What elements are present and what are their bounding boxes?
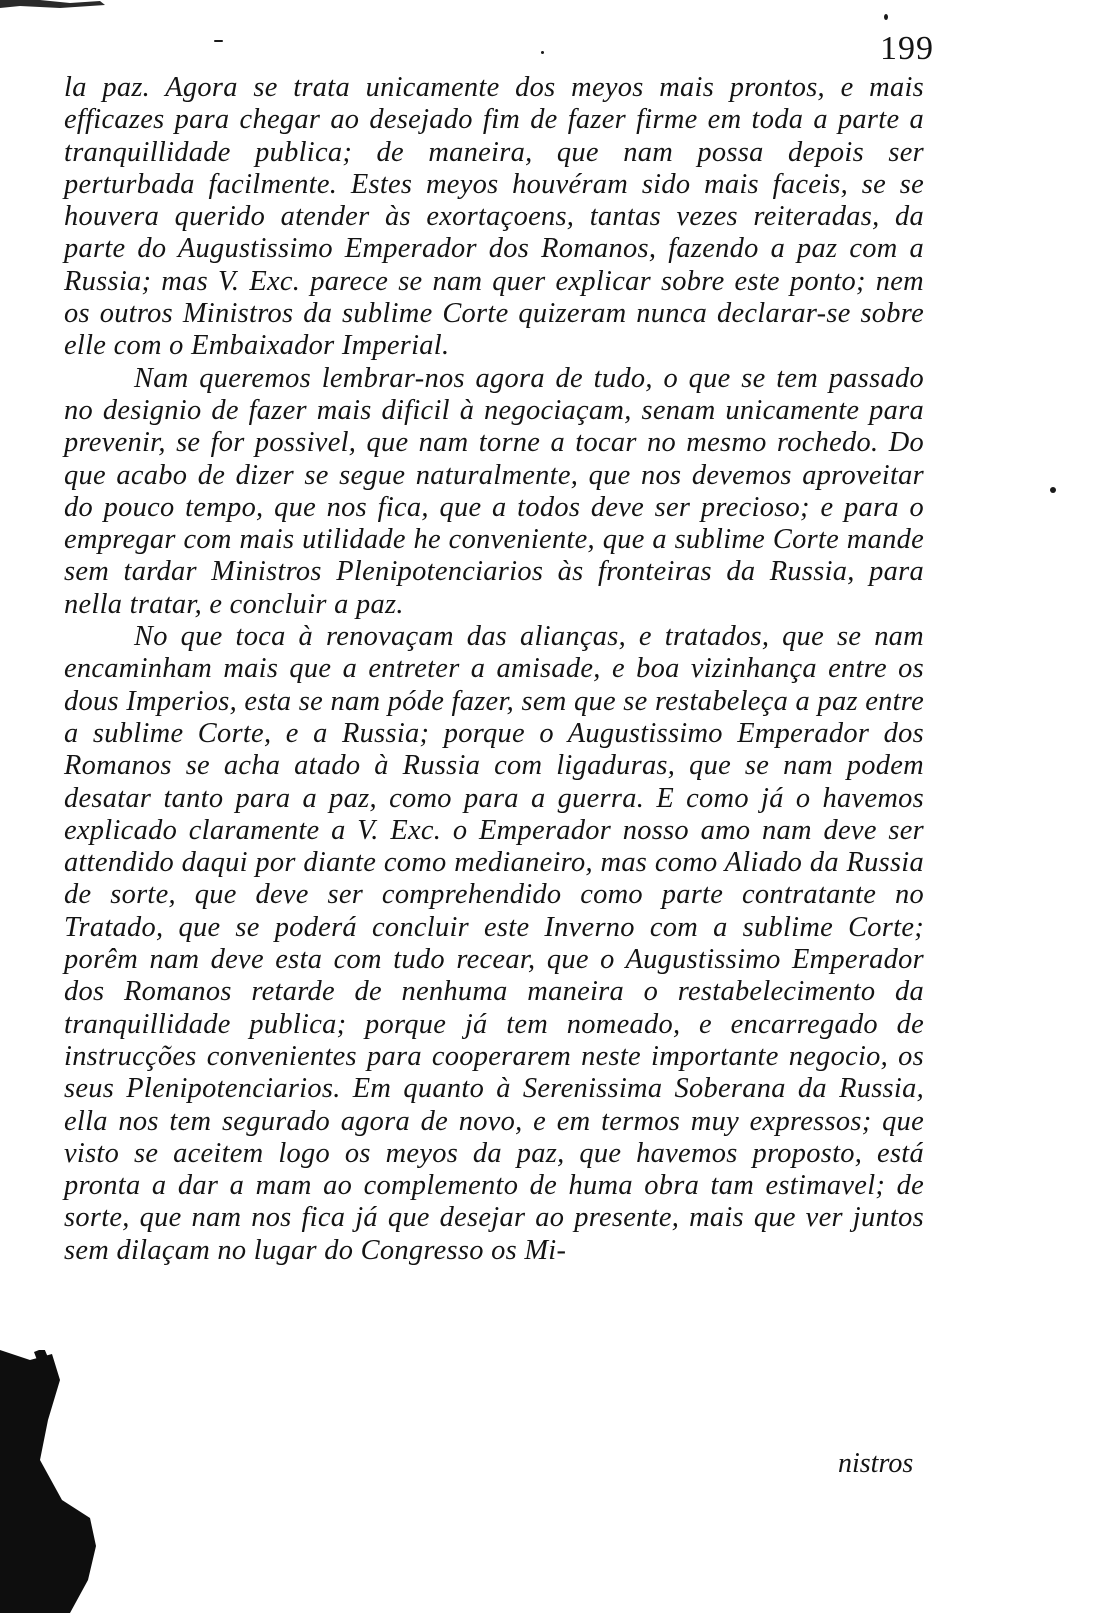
speck-mark bbox=[214, 40, 223, 42]
paragraph-2: Nam queremos lembrar-nos agora de tudo, o que se tem passado no designio de fazer mais dificil à negociaçam, senam unicamente para prevenir, se for possivel, que nam torne a tocar no mesmo rochedo. Do que acabo de dizer se segue naturalmente, que nos devemos aproveitar do pouco tempo, que nos fica, que a todos deve ser precioso; e para o empregar com mais utilidade he conveniente, que a sublime Corte mande sem tardar Ministros Plenipotenciarios às fronteiras da Russia, para nella tratar, e concluir a paz. bbox=[64, 362, 924, 620]
paragraph-1: la paz. Agora se trata unicamente dos meyos mais prontos, e mais efficazes para chegar ao desejado fim de fazer firme em toda a parte a tranquillidade publica; de maneira, que nam possa depois ser perturbada facilmente. Estes meyos houvéram sido mais faceis, se se houvera querido atender às exortaçoens, tantas vezes reiteradas, da parte do Augustissimo Emperador dos Romanos, fazendo a paz com a Russia; mas V. Exc. parece se nam quer explicar sobre este ponto; nem os outros Ministros da sublime Corte quizeram nunca declarar-se sobre elle com o Embaixador Imperial. bbox=[64, 72, 924, 362]
page-edge-shadow bbox=[0, 1350, 110, 1613]
page-number: 199 bbox=[880, 30, 934, 67]
body-text bbox=[64, 72, 924, 1267]
speck-mark bbox=[1050, 487, 1056, 493]
paragraph-3: No que toca à renovaçam das alianças, e tratados, que se nam encaminham mais que a entreter a amisade, e boa vizinhança entre os dous Imperios, esta se nam póde fazer, sem que se restabeleça a paz entre a sublime Corte, e a Russia; porque o Augustissimo Emperador dos Romanos se acha atado à Russia com ligaduras, que se nam podem desatar tanto para a paz, como para a guerra. E como já o havemos explicado claramente a V. Exc. o Emperador nosso amo nam deve ser attendido daqui por diante como medianeiro, mas como Aliado da Russia de sorte, que deve ser comprehendido como parte contratante no Tratado, que se poderá concluir este Inverno com a sublime Corte; porêm nam deve esta com tudo recear, que o Augustissimo Emperador dos Romanos retarde de nenhuma maneira o restabelecimento da tranquillidade publica; porque já tem nomeado, e encarregado de instrucções convenientes para cooperarem neste importante negocio, os seus Plenipotenciarios. Em quanto à Serenissima Soberana da Russia, ella nos tem segurado agora de novo, e em termos muy expressos; que visto se aceitem logo os meyos da paz, que havemos proposto, está pronta a dar a mam ao complemento de huma obra tam estimavel; de sorte, que nam nos fica já que desejar ao presente, mais que ver juntos sem dilaçam no lugar do Congresso os Mi- bbox=[64, 621, 924, 1266]
speck-mark bbox=[884, 14, 888, 20]
ink-smudge-top bbox=[0, 0, 110, 14]
speck-mark bbox=[541, 51, 544, 54]
catchword: nistros bbox=[838, 1448, 914, 1479]
